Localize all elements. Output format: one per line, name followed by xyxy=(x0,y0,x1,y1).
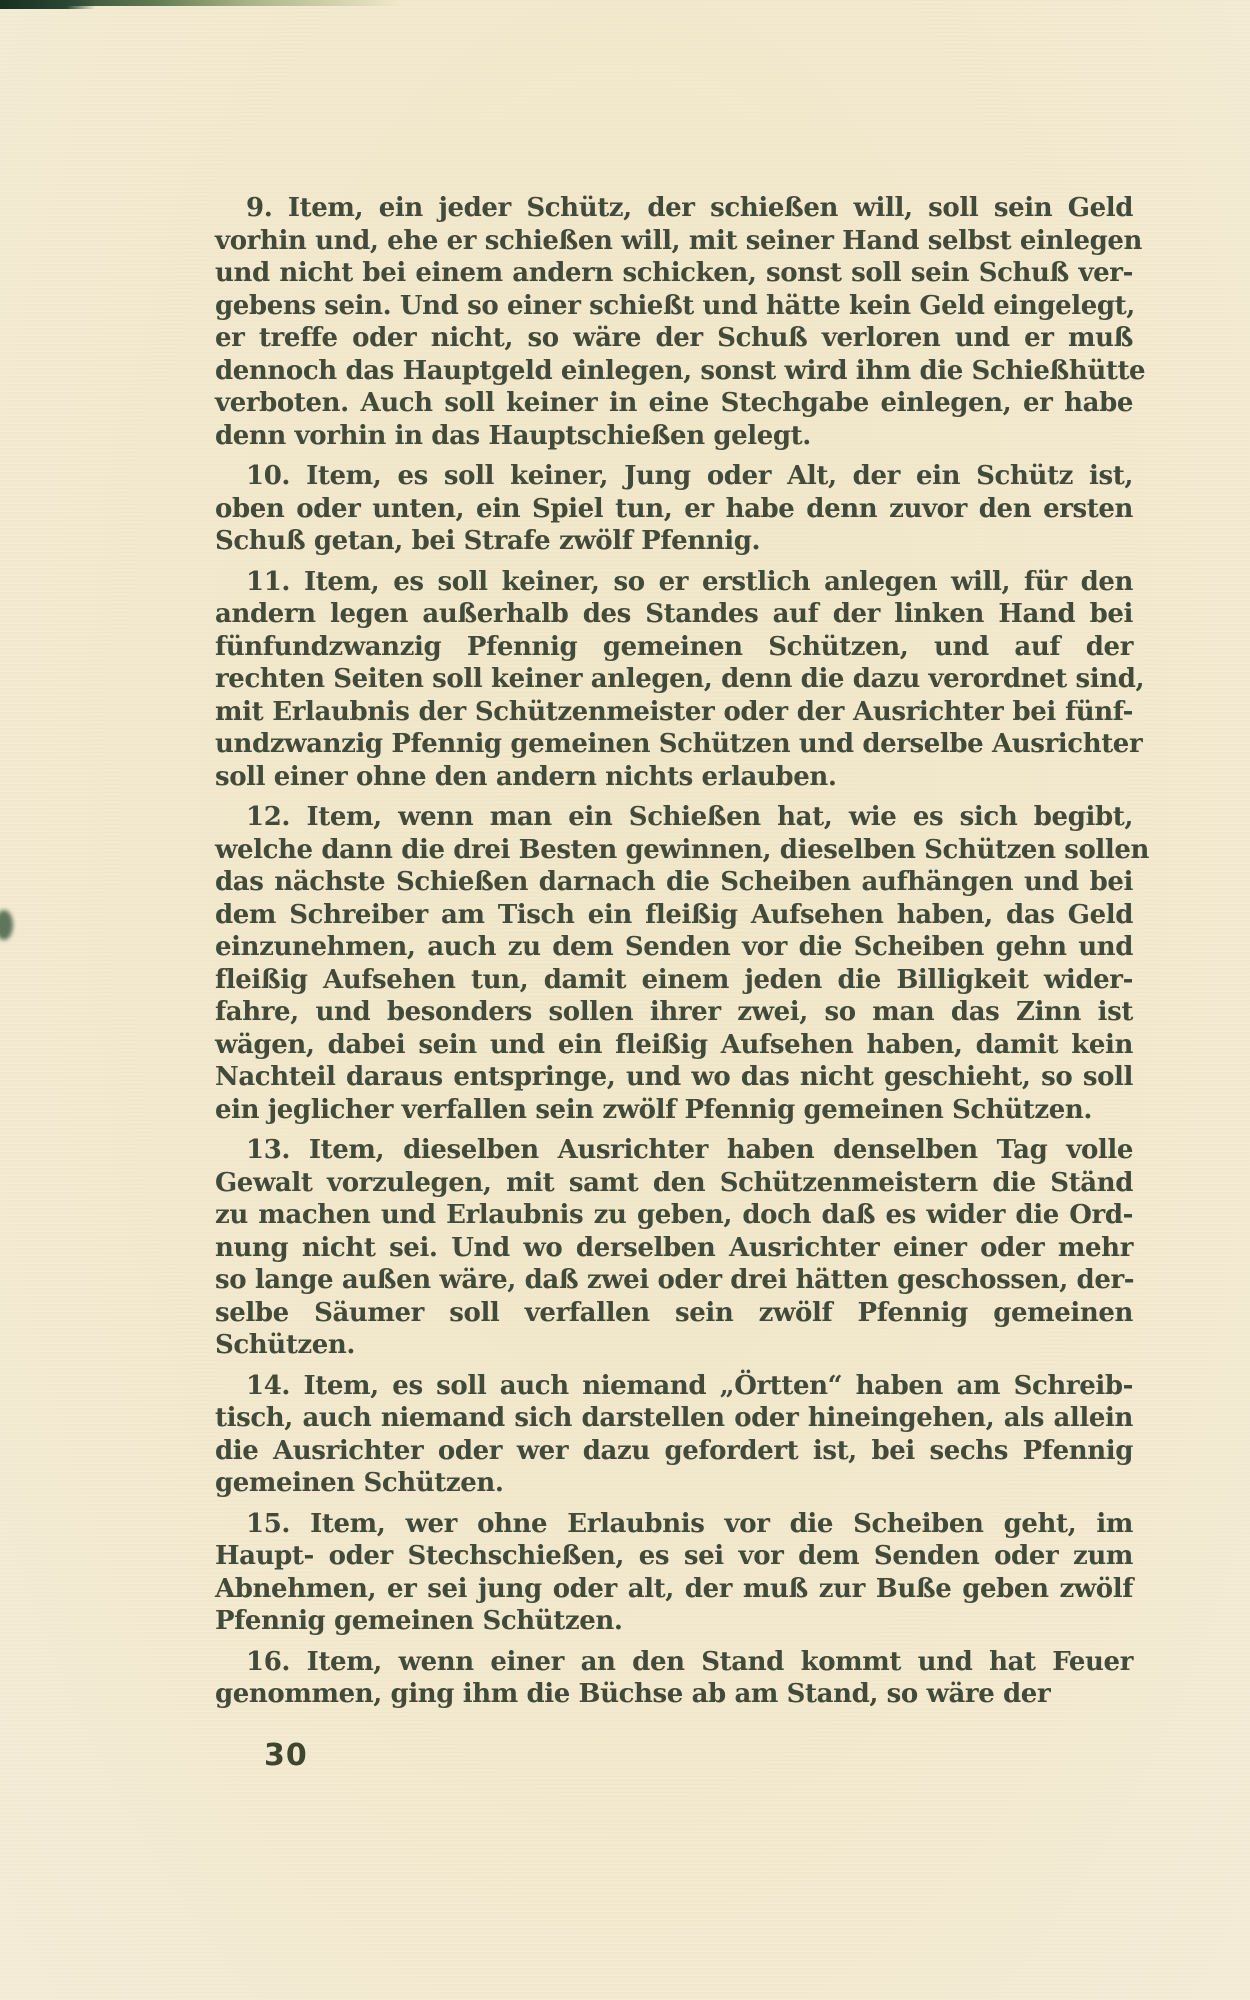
text-line: 15. Item, wer ohne Erlaubnis vor die Scheiben geht, im xyxy=(246,1508,1133,1539)
text-line: soll einer ohne den andern nichts erlauben. xyxy=(215,761,837,792)
text-line: oben oder unten, ein Spiel tun, er habe denn zuvor den ersten xyxy=(215,493,1133,524)
paragraph-15 xyxy=(215,1508,1133,1638)
paragraph-10 xyxy=(215,460,1133,558)
text-line: ein jeglicher verfallen sein zwölf Pfennig gemeinen Schützen. xyxy=(215,1094,1093,1125)
paragraph-11 xyxy=(215,566,1145,794)
paragraph-16 xyxy=(215,1646,1133,1711)
paragraph-13 xyxy=(215,1134,1133,1362)
scan-edge-left-mark xyxy=(0,910,13,940)
text-line: verboten. Auch soll keiner in eine Stechgabe einlegen, er habe xyxy=(215,388,1133,418)
text-line: 12. Item, wenn man ein Schießen hat, wie es sich begibt, xyxy=(246,802,1133,832)
paragraph-14 xyxy=(215,1370,1133,1500)
text-line: dem Schreiber am Tisch ein fleißig Aufsehen haben, das Geld xyxy=(215,899,1133,930)
text-line: so lange außen wäre, daß zwei oder drei hätten geschossen, der- xyxy=(215,1265,1135,1295)
text-line: Schuß getan, bei Strafe zwölf Pfennig. xyxy=(215,526,761,556)
text-line: selbe Säumer soll verfallen sein zwölf Pfennig gemeinen xyxy=(215,1297,1133,1328)
text-line: einzunehmen, auch zu dem Senden vor die Scheiben gehn und xyxy=(215,932,1133,962)
text-line: gebens sein. Und so einer schießt und hätte kein Geld eingelegt, xyxy=(215,290,1135,321)
scan-edge-top-corner xyxy=(0,0,95,9)
text-line: zu machen und Erlaubnis zu geben, doch daß es wider die Ord- xyxy=(215,1200,1133,1230)
text-line: Haupt- oder Stechschießen, es sei vor dem Senden oder zum xyxy=(215,1541,1133,1571)
paragraph-12 xyxy=(215,801,1150,1126)
text-line: Gewalt vorzulegen, mit samt den Schützenmeistern die Ständ xyxy=(215,1167,1133,1198)
text-line: 14. Item, es soll auch niemand „Örtten“ haben am Schreib- xyxy=(246,1370,1133,1401)
page-number: 30 xyxy=(264,1738,308,1773)
text-line: gemeinen Schützen. xyxy=(215,1468,504,1498)
text-line: wägen, dabei sein und ein fleißig Aufsehen haben, damit kein xyxy=(215,1029,1133,1060)
text-line: mit Erlaubnis der Schützenmeister oder der Ausrichter bei fünf- xyxy=(215,696,1133,727)
text-line: das nächste Schießen darnach die Scheiben aufhängen und bei xyxy=(215,867,1133,897)
text-line: 16. Item, wenn einer an den Stand kommt und hat Feuer xyxy=(246,1646,1133,1677)
paragraph-9 xyxy=(215,192,1146,452)
text-line: nung nicht sei. Und wo derselben Ausrichter einer oder mehr xyxy=(215,1232,1133,1263)
text-line: undzwanzig Pfennig gemeinen Schützen und derselbe Ausrichter xyxy=(215,729,1143,759)
text-line: fünfundzwanzig Pfennig gemeinen Schützen, und auf der xyxy=(215,631,1133,662)
text-line: 13. Item, dieselben Ausrichter haben denselben Tag volle xyxy=(246,1135,1133,1165)
text-line: fahre, und besonders sollen ihrer zwei, so man das Zinn ist xyxy=(215,997,1133,1027)
text-line: Abnehmen, er sei jung oder alt, der muß zur Buße geben zwölf xyxy=(215,1573,1133,1604)
text-line: die Ausrichter oder wer dazu gefordert ist, bei sechs Pfennig xyxy=(215,1435,1133,1466)
text-line: Pfennig gemeinen Schützen. xyxy=(215,1606,623,1636)
text-line: dennoch das Hauptgeld einlegen, sonst wird ihm die Schießhütte xyxy=(215,355,1146,386)
text-line: er treffe oder nicht, so wäre der Schuß verloren und er muß xyxy=(215,323,1133,353)
text-line: denn vorhin in das Hauptschießen gelegt. xyxy=(215,420,811,451)
text-line: genommen, ging ihm die Büchse ab am Stand, so wäre der xyxy=(215,1679,1051,1709)
text-line: rechten Seiten soll keiner anlegen, denn die dazu verordnet sind, xyxy=(215,664,1145,694)
text-line: Nachteil daraus entspringe, und wo das nicht geschieht, so soll xyxy=(215,1062,1133,1092)
text-line: tisch, auch niemand sich darstellen oder hineingehen, als allein xyxy=(215,1403,1133,1433)
text-line: 11. Item, es soll keiner, so er erstlich anlegen will, für den xyxy=(246,566,1133,597)
text-line: fleißig Aufsehen tun, damit einem jeden die Billigkeit wider- xyxy=(215,964,1133,995)
text-line: Schützen. xyxy=(215,1330,356,1360)
text-line: 9. Item, ein jeder Schütz, der schießen will, soll sein Geld xyxy=(246,193,1133,223)
text-line: 10. Item, es soll keiner, Jung oder Alt, der ein Schütz ist, xyxy=(246,461,1133,491)
text-line: und nicht bei einem andern schicken, sonst soll sein Schuß ver- xyxy=(215,258,1133,288)
text-line: welche dann die drei Besten gewinnen, dieselben Schützen sollen xyxy=(215,834,1150,865)
text-line: vorhin und, ehe er schießen will, mit seiner Hand selbst einlegen xyxy=(215,225,1143,256)
text-block xyxy=(215,192,1150,1719)
text-line: andern legen außerhalb des Standes auf der linken Hand bei xyxy=(215,599,1133,629)
